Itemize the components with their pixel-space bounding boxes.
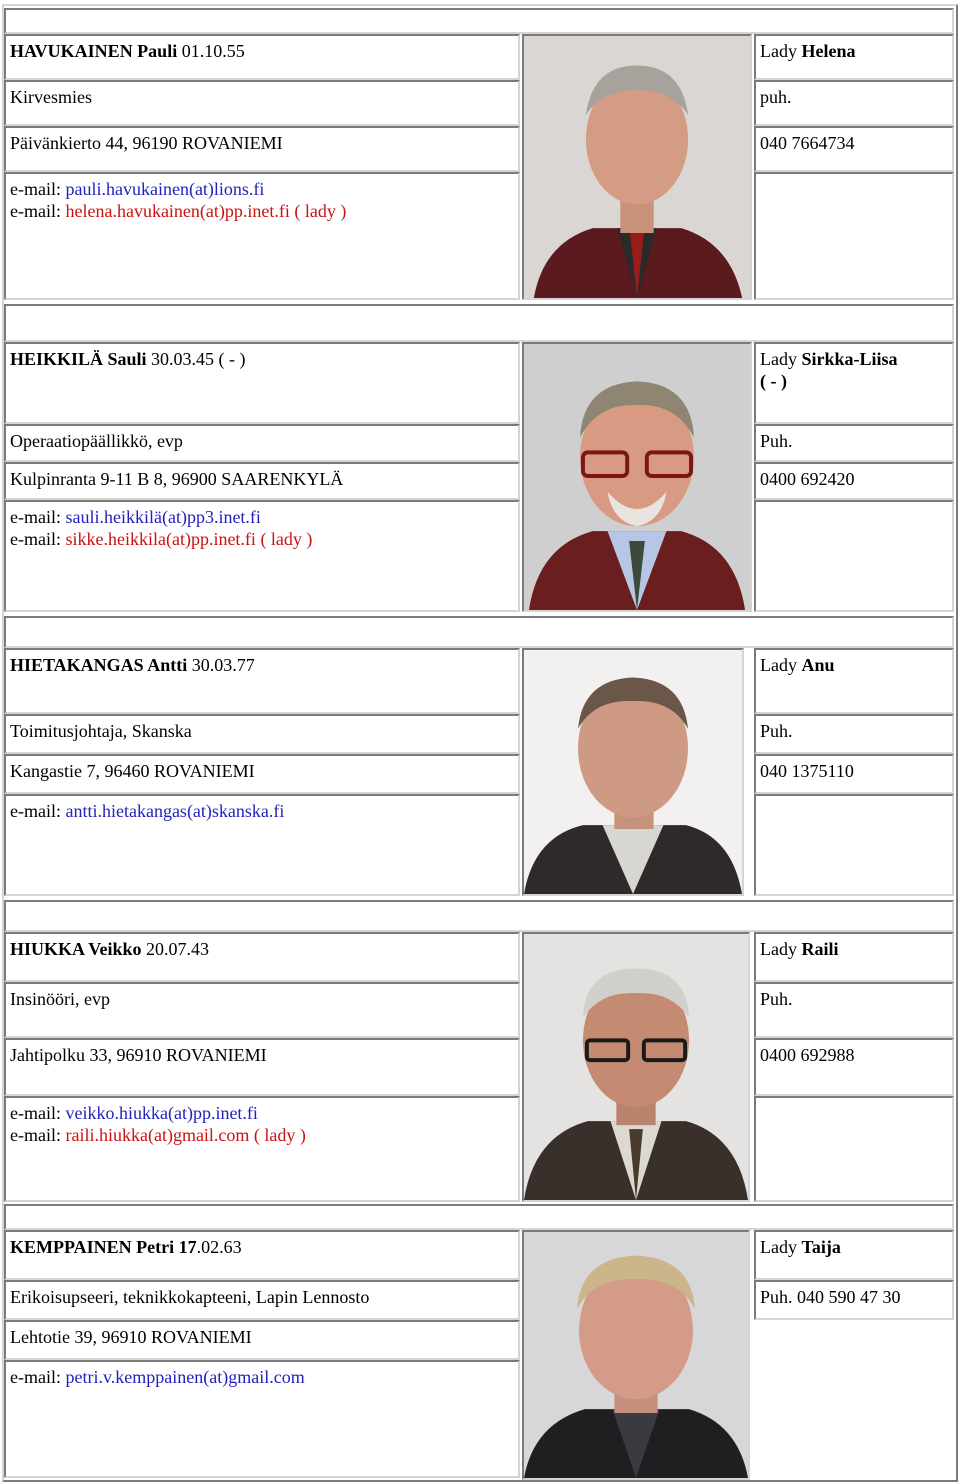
- member-name: [4, 1230, 520, 1280]
- email-cell: [4, 794, 520, 896]
- lady-prefix: Lady: [760, 939, 802, 959]
- lady-prefix: Lady: [760, 41, 802, 61]
- address-text: Lehtotie 39, 96910 ROVANIEMI: [10, 1327, 252, 1347]
- email-label: e-mail:: [10, 801, 66, 821]
- lady-name: Taija: [801, 1237, 841, 1257]
- phone-line-text: Puh. 040 590 47 30: [760, 1287, 901, 1307]
- member-name-bold: HAVUKAINEN Pauli: [10, 41, 178, 61]
- spacer-row: [4, 900, 954, 932]
- occupation-text: Operaatiopäällikkö, evp: [10, 431, 183, 451]
- member-name: [4, 648, 520, 714]
- phone-label: [754, 80, 954, 126]
- lady-email-label: e-mail:: [10, 201, 66, 221]
- member-name-bold: HIETAKANGAS Antti: [10, 655, 188, 675]
- lady-email-link[interactable]: sikke.heikkila(at)pp.inet.fi ( lady ): [65, 529, 313, 549]
- lady-status: ( - ): [760, 371, 787, 391]
- lady-prefix: Lady: [760, 1237, 802, 1257]
- email-link[interactable]: petri.v.kemppainen(at)gmail.com: [65, 1367, 305, 1387]
- empty-cell: [754, 172, 954, 300]
- lady-cell: [754, 1230, 954, 1280]
- phone-number-text: 0400 692988: [760, 1045, 855, 1065]
- address-text: Jahtipolku 33, 96910 ROVANIEMI: [10, 1045, 267, 1065]
- lady-cell: [754, 648, 954, 714]
- address-text: Kulpinranta 9-11 B 8, 96900 SAARENKYLÄ: [10, 469, 344, 489]
- phone-label: [754, 982, 954, 1038]
- spacer-row: [4, 1204, 954, 1230]
- lady-name: Anu: [801, 655, 835, 675]
- phone-label-text: puh.: [760, 87, 792, 107]
- lady-cell: [754, 342, 954, 424]
- member-name-bold: HEIKKILÄ Sauli: [10, 349, 147, 369]
- member-birthdate: 30.03.45 ( - ): [146, 349, 246, 369]
- phone-line: [754, 1280, 954, 1320]
- occupation-text: Insinööri, evp: [10, 989, 110, 1009]
- email-link[interactable]: pauli.havukainen(at)lions.fi: [65, 179, 265, 199]
- portrait-photo-icon: [524, 1232, 748, 1478]
- member-birthdate: .02.63: [196, 1237, 242, 1257]
- phone-label: [754, 714, 954, 754]
- address-text: Kangastie 7, 96460 ROVANIEMI: [10, 761, 255, 781]
- lady-name: Raili: [801, 939, 839, 959]
- email-link[interactable]: veikko.hiukka(at)pp.inet.fi: [65, 1103, 258, 1123]
- email-link[interactable]: sauli.heikkilä(at)pp3.inet.fi: [65, 507, 261, 527]
- lady-prefix: Lady: [760, 655, 802, 675]
- member-occupation: [4, 1280, 520, 1320]
- email-label: e-mail:: [10, 1367, 66, 1387]
- lady-email-label: e-mail:: [10, 1125, 66, 1145]
- phone-number: [754, 754, 954, 794]
- lady-name: Sirkka-Liisa: [801, 349, 898, 369]
- member-birthdate: 20.07.43: [141, 939, 210, 959]
- member-address: [4, 1038, 520, 1096]
- member-occupation: [4, 80, 520, 126]
- lady-prefix: Lady: [760, 349, 802, 369]
- email-cell: [4, 172, 520, 300]
- occupation-text: Toimitusjohtaja, Skanska: [10, 721, 192, 741]
- lady-email-link[interactable]: raili.hiukka(at)gmail.com ( lady ): [65, 1125, 306, 1145]
- member-occupation: [4, 982, 520, 1038]
- lady-name: Helena: [801, 41, 856, 61]
- portrait-photo-icon: [524, 650, 742, 894]
- member-occupation: [4, 424, 520, 462]
- member-name: [4, 34, 520, 80]
- member-birthdate: 01.10.55: [177, 41, 245, 61]
- member-address: [4, 1320, 520, 1360]
- member-name-bold: KEMPPAINEN Petri 17: [10, 1237, 197, 1257]
- member-address: [4, 754, 520, 794]
- lady-email-link[interactable]: helena.havukainen(at)pp.inet.fi ( lady ): [65, 201, 347, 221]
- address-text: Päivänkierto 44, 96190 ROVANIEMI: [10, 133, 283, 153]
- phone-number-text: 040 7664734: [760, 133, 855, 153]
- member-birthdate: 30.03.77: [187, 655, 255, 675]
- email-label: e-mail:: [10, 507, 66, 527]
- email-label: e-mail:: [10, 1103, 66, 1123]
- phone-label-text: Puh.: [760, 989, 793, 1009]
- portrait-photo: [522, 34, 752, 300]
- portrait-photo: [522, 1230, 750, 1480]
- portrait-photo-icon: [524, 344, 750, 610]
- spacer-row: [4, 616, 954, 648]
- member-name: [4, 342, 520, 424]
- portrait-photo: [522, 932, 750, 1202]
- email-cell: [4, 500, 520, 612]
- portrait-photo-icon: [524, 934, 748, 1200]
- email-link[interactable]: antti.hietakangas(at)skanska.fi: [65, 801, 285, 821]
- email-label: e-mail:: [10, 179, 66, 199]
- lady-cell: [754, 932, 954, 982]
- email-cell: [4, 1096, 520, 1202]
- member-name: [4, 932, 520, 982]
- empty-cell: [754, 500, 954, 612]
- phone-number-text: 040 1375110: [760, 761, 854, 781]
- phone-number: [754, 126, 954, 172]
- phone-number: [754, 1038, 954, 1096]
- member-address: [4, 126, 520, 172]
- lady-cell: [754, 34, 954, 80]
- member-name-bold: HIUKKA Veikko: [10, 939, 142, 959]
- email-cell: [4, 1360, 520, 1478]
- empty-cell: [754, 794, 954, 896]
- occupation-text: Erikoisupseeri, teknikkokapteeni, Lapin Lennosto: [10, 1287, 370, 1307]
- occupation-text: Kirvesmies: [10, 87, 92, 107]
- phone-number-text: 0400 692420: [760, 469, 855, 489]
- lady-email-label: e-mail:: [10, 529, 66, 549]
- phone-label: [754, 424, 954, 462]
- portrait-photo: [522, 648, 744, 896]
- empty-cell: [754, 1096, 954, 1202]
- member-address: [4, 462, 520, 500]
- portrait-photo: [522, 342, 752, 612]
- spacer-row: [4, 304, 954, 342]
- portrait-photo-icon: [524, 36, 750, 298]
- spacer-row: [4, 8, 954, 34]
- member-occupation: [4, 714, 520, 754]
- phone-label-text: Puh.: [760, 721, 793, 741]
- phone-label-text: Puh.: [760, 431, 793, 451]
- phone-number: [754, 462, 954, 500]
